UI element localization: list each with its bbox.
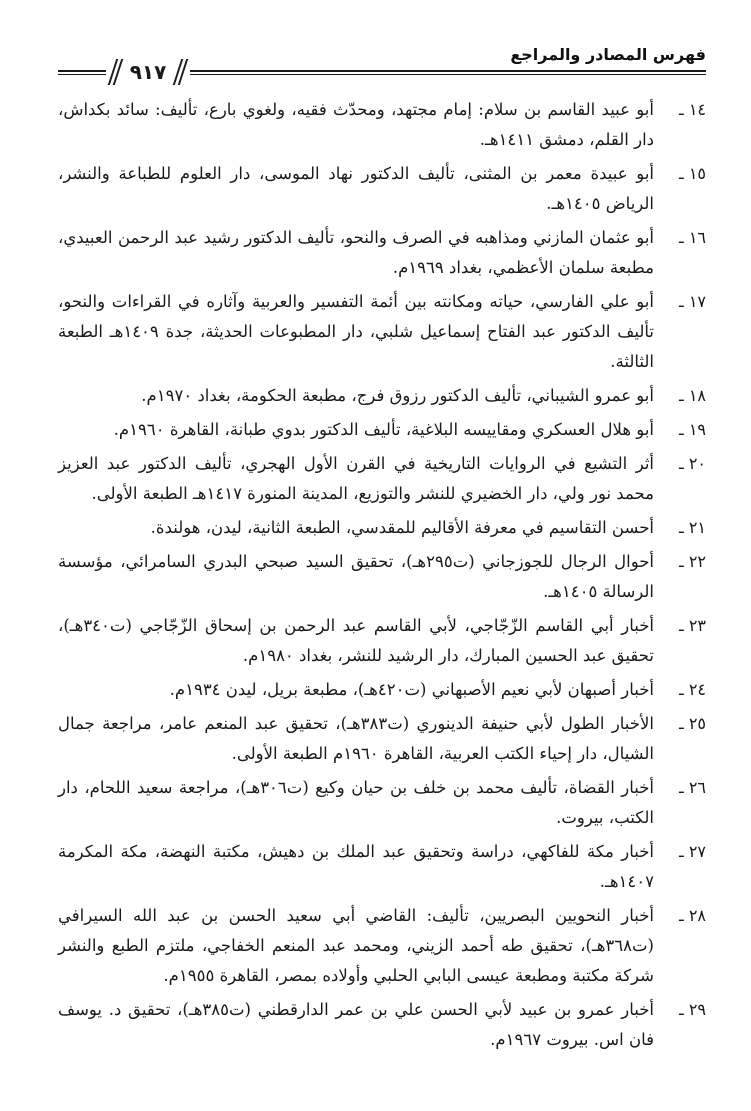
bibliography-entry [58, 449, 706, 509]
entry-text: الأخبار الطول لأبي حنيفة الدينوري (ت٣٨٣هـ)، تحقيق عبد المنعم عامر، مراجعة جمال الشيال، دار إحياء الكتب العربية، القاهرة ١٩٦٠م الطبعة الأولى. [58, 714, 654, 763]
entry-text: أبو عثمان المازني ومذاهبه في الصرف والنحو، تأليف الدكتور رشيد عبد الرحمن العبيدي، مطبعة سلمان الأعظمي، بغداد ١٩٦٩م. [58, 228, 654, 277]
bibliography-entry [58, 675, 706, 705]
entry-text: أخبار القضاة، تأليف محمد بن خلف بن حيان وكيع (ت٣٠٦هـ)، مراجعة سعيد اللحام، دار الكتب، بيروت. [58, 778, 655, 827]
page-number: ٩١٧ [129, 60, 167, 84]
entry-text: أبو عبيدة معمر بن المثنى، تأليف الدكتور نهاد الموسى، دار العلوم للطباعة والنشر، الرياض ١٤٠٥هـ. [58, 164, 654, 213]
entry-number: ٢٣ ـ [679, 616, 706, 635]
entry-text: أخبار عمرو بن عبيد لأبي الحسن علي بن عمر الدارقطني (ت٣٨٥هـ)، تحقيق د. يوسف فان اس. بيروت ١٩٦٧م. [58, 1000, 654, 1049]
bibliography-entry [58, 95, 706, 155]
bibliography-entry [58, 547, 706, 607]
entry-number: ١٤ ـ [679, 100, 706, 119]
entry-number: ٢٢ ـ [679, 552, 706, 571]
entry-text: أبو عبيد القاسم بن سلام: إمام مجتهد، ومحدّث فقيه، ولغوي بارع، تأليف: سائد بكداش، دار القلم، دمشق ١٤١١هـ. [58, 100, 654, 149]
entry-number: ٢٦ ـ [679, 778, 706, 797]
bibliography-entry [58, 159, 706, 219]
entry-text: أخبار أبي القاسم الزّجّاجي، لأبي القاسم عبد الرحمن بن إسحاق الزّجّاجي (ت٣٤٠هـ)، تحقيق عبد الحسين المبارك، دار الرشيد للنشر، بغداد ١٩٨٠م. [58, 616, 654, 665]
entry-text: أخبار أصبهان لأبي نعيم الأصبهاني (ت٤٢٠هـ)، مطبعة بريل، ليدن ١٩٣٤م. [169, 680, 654, 699]
entry-text: أبو علي الفارسي، حياته ومكانته بين أئمة التفسير والعربية وآثاره في القراءات والنحو، تأليف الدكتور عبد الفتاح إسماعيل شلبي، دار المطبوعات الحديثة، جدة ١٤٠٩هـ الطبعة الثالثة. [58, 292, 654, 371]
entry-text: أثر التشيع في الروايات التاريخية في القرن الأول الهجري، تأليف الدكتور عبد العزيز محمد نور ولي، دار الخضيري للنشر والتوزيع، المدينة المنورة ١٤١٧هـ الطبعة الأولى. [58, 454, 654, 503]
entry-text: أحسن التقاسيم في معرفة الأقاليم للمقدسي، الطبعة الثانية، ليدن، هولندة. [150, 518, 654, 537]
page-number-box [106, 56, 190, 86]
bibliography-entry [58, 901, 706, 991]
entry-number: ٢٧ ـ [679, 842, 706, 861]
entry-number: ١٧ ـ [679, 292, 706, 311]
running-title: فهرس المصادر والمراجع [510, 45, 706, 64]
bibliography-entry [58, 837, 706, 897]
entry-number: ١٦ ـ [679, 228, 706, 247]
bibliography-entry [58, 611, 706, 671]
entry-number: ٢٤ ـ [679, 680, 706, 699]
entry-number: ١٨ ـ [679, 386, 706, 405]
bibliography-entry [58, 381, 706, 411]
entry-number: ٢٥ ـ [679, 714, 706, 733]
bibliography-entry [58, 287, 706, 377]
entry-number: ١٩ ـ [679, 420, 706, 439]
entry-text: أخبار مكة للفاكهي، دراسة وتحقيق عبد الملك بن دهيش، مكتبة النهضة، مكة المكرمة ١٤٠٧هـ. [58, 842, 654, 891]
entry-text: أبو هلال العسكري ومقاييسه البلاغية، تأليف الدكتور بدوي طبانة، القاهرة ١٩٦٠م. [113, 420, 654, 439]
entry-text: أبو عمرو الشيباني، تأليف الدكتور رزوق فرج، مطبعة الحكومة، بغداد ١٩٧٠م. [141, 386, 654, 405]
entry-text: أخبار النحويين البصريين، تأليف: القاضي أبي سعيد الحسن بن عبد الله السيرافي (ت٣٦٨هـ)، تحقيق طه أحمد الزيني، ومحمد عبد المنعم الخفاجي، ملتزم الطبع والنشر شركة مكتبة ومطبعة عيسى البابي الحلبي وأولاده بمصر، القاهرة ١٩٥٥م. [58, 906, 654, 985]
bibliography-entry [58, 513, 706, 543]
entry-number: ٢٠ ـ [679, 454, 706, 473]
bibliography-list [58, 95, 706, 1059]
entry-number: ٢٨ ـ [679, 906, 706, 925]
bibliography-entry [58, 773, 706, 833]
page-header [58, 44, 706, 84]
entry-number: ١٥ ـ [679, 164, 706, 183]
bibliography-entry [58, 709, 706, 769]
entry-text: أحوال الرجال للجوزجاني (ت٢٩٥هـ)، تحقيق السيد صبحي البدري السامرائي، مؤسسة الرسالة ١٤٠٥هـ. [58, 552, 654, 601]
bibliography-entry [58, 995, 706, 1055]
entry-number: ٢١ ـ [679, 518, 706, 537]
bibliography-entry [58, 415, 706, 445]
bibliography-entry [58, 223, 706, 283]
entry-number: ٢٩ ـ [679, 1000, 706, 1019]
